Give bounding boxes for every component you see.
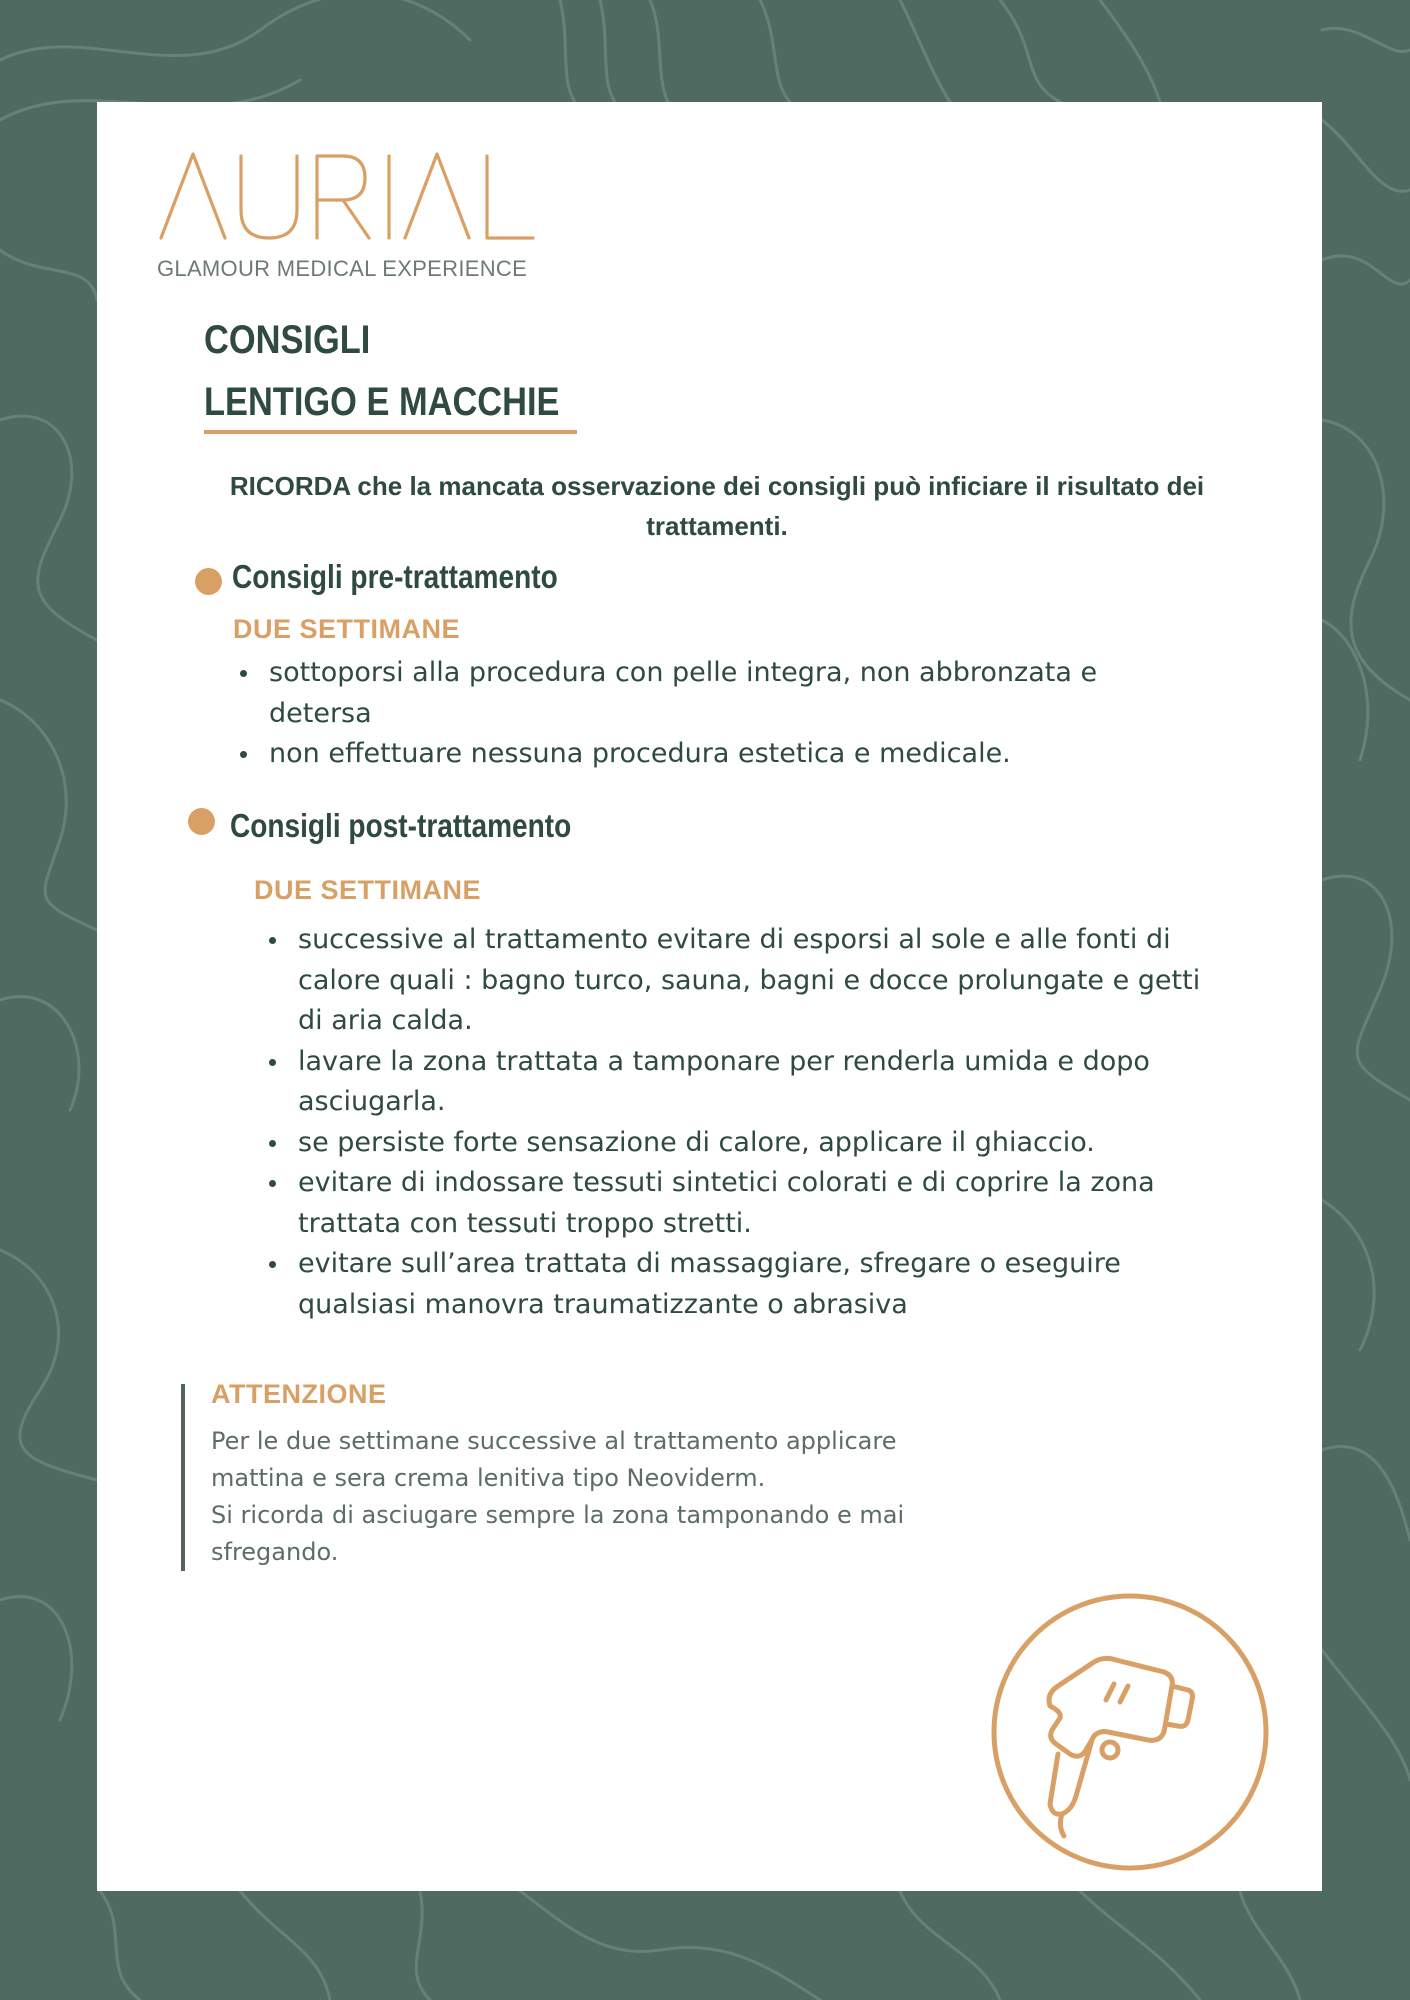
- attention-line: Per le due settimane successive al trattamento applicare: [211, 1427, 897, 1455]
- list-item: evitare sull’area trattata di massaggiare, sfregare o eseguire qualsiasi manovra traumatizzante o abrasiva: [262, 1244, 1222, 1325]
- attention-bar: [181, 1384, 185, 1571]
- pre-treatment-heading: Consigli pre-trattamento: [232, 558, 558, 595]
- pre-treatment-list: [233, 653, 1183, 775]
- post-treatment-heading: Consigli post-trattamento: [230, 807, 572, 844]
- advice-card: [97, 102, 1322, 1891]
- post-section-dot-icon: [188, 808, 215, 835]
- pre-treatment-period: DUE SETTIMANE: [233, 614, 461, 644]
- page-title-line-1: CONSIGLI: [204, 318, 371, 362]
- attention-line: sfregando.: [211, 1538, 339, 1566]
- pre-section-dot-icon: [195, 568, 222, 595]
- list-item: non effettuare nessuna procedura estetica e medicale.: [233, 734, 1183, 775]
- reminder-text: RICORDA che la mancata osservazione dei consigli può inficiare il risultato dei trattamenti.: [229, 471, 1205, 541]
- laser-device-icon: [988, 1590, 1272, 1874]
- attention-line: mattina e sera crema lenitiva tipo Neoviderm.: [211, 1464, 766, 1492]
- attention-text: [211, 1423, 971, 1571]
- post-treatment-period: DUE SETTIMANE: [254, 875, 482, 905]
- list-item: evitare di indossare tessuti sintetici colorati e di coprire la zona trattata con tessuti troppo stretti.: [262, 1163, 1222, 1244]
- list-item: sottoporsi alla procedura con pelle integra, non abbronzata e detersa: [233, 653, 1183, 734]
- list-item: successive al trattamento evitare di esporsi al sole e alle fonti di calore quali : bagno turco, sauna, bagni e docce prolungate e getti di aria calda.: [262, 920, 1222, 1042]
- list-item: lavare la zona trattata a tamponare per renderla umida e dopo asciugarla.: [262, 1042, 1222, 1123]
- attention-title: ATTENZIONE: [211, 1379, 387, 1409]
- attention-line: Si ricorda di asciugare sempre la zona tamponando e mai: [211, 1501, 905, 1529]
- title-underline: [204, 430, 577, 434]
- list-item: se persiste forte sensazione di calore, applicare il ghiaccio.: [262, 1123, 1222, 1164]
- aurial-logo: [157, 142, 537, 252]
- post-treatment-list: [262, 920, 1222, 1325]
- brand-tagline: GLAMOUR MEDICAL EXPERIENCE: [157, 256, 528, 281]
- page-title-line-2: LENTIGO E MACCHIE: [204, 380, 560, 424]
